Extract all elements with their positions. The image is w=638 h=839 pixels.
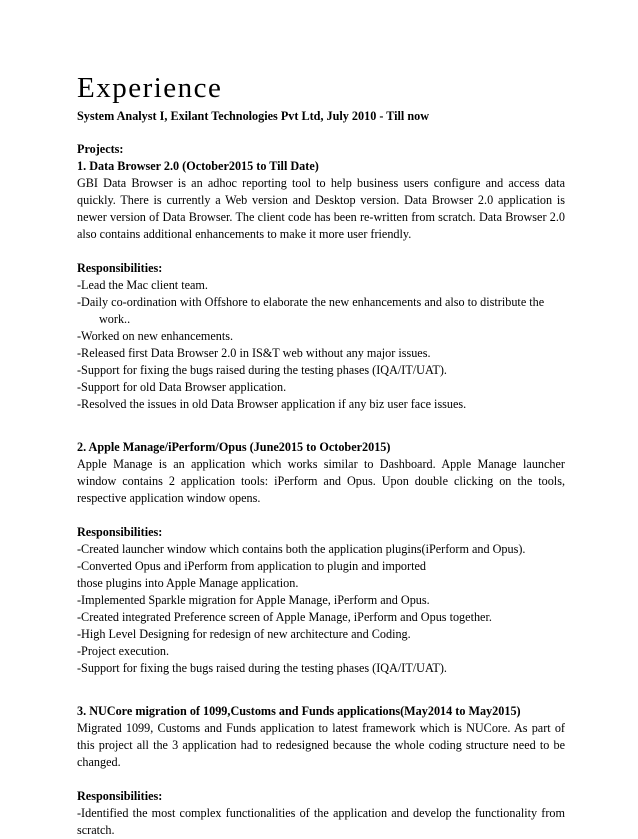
- responsibility-item: -Lead the Mac client team.: [77, 278, 208, 292]
- project-description: Apple Manage is an application which works similar to Dashboard. Apple Manage launcher window contains 2 application tools: iPerform and Opus. Upon double clicking on the tools, respective application window opens.: [77, 457, 565, 505]
- responsibility-item: -Created integrated Preference screen of Apple Manage, iPerform and Opus together.: [77, 610, 492, 624]
- project-description: Migrated 1099, Customs and Funds application to latest framework which is NUCore. As part of this project all the 3 application had to redesigned because the whole coding structure need to be changed.: [77, 721, 565, 769]
- project-title: 1. Data Browser 2.0 (October2015 to Till Date): [77, 159, 319, 173]
- project-1: [77, 158, 565, 413]
- responsibility-item: [77, 294, 565, 328]
- project-2: [77, 439, 565, 677]
- project-title: 2. Apple Manage/iPerform/Opus (June2015 to October2015): [77, 440, 391, 454]
- responsibility-item: -Identified the most complex functionalities of the application and develop the functionality from scratch.: [77, 806, 565, 837]
- responsibility-item: -High Level Designing for redesign of new architecture and Coding.: [77, 627, 411, 641]
- responsibilities-list: [77, 277, 565, 413]
- responsibilities-label: Responsibilities:: [77, 789, 163, 803]
- responsibility-text: -Daily co-ordination with Offshore to elaborate the new enhancements and also to distribute the: [77, 295, 545, 309]
- responsibility-item: -Support for fixing the bugs raised during the testing phases (IQA/IT/UAT).: [77, 661, 447, 675]
- responsibility-item: -Released first Data Browser 2.0 in IS&T web without any major issues.: [77, 346, 431, 360]
- responsibilities-list: [77, 541, 565, 677]
- responsibilities-list: [77, 805, 565, 839]
- projects-label: Projects:: [77, 142, 124, 156]
- responsibilities-label: Responsibilities:: [77, 261, 163, 275]
- responsibility-item: -Converted Opus and iPerform from application to plugin and imported: [77, 559, 426, 573]
- section-heading: Experience: [77, 72, 223, 104]
- responsibility-item: those plugins into Apple Manage application.: [77, 576, 299, 590]
- responsibility-item: -Created launcher window which contains both the application plugins(iPerform and Opus).: [77, 542, 526, 556]
- responsibility-item: -Implemented Sparkle migration for Apple Manage, iPerform and Opus.: [77, 593, 430, 607]
- responsibilities-label: Responsibilities:: [77, 525, 163, 539]
- job-title: System Analyst I, Exilant Technologies Pvt Ltd, July 2010 - Till now: [77, 109, 430, 123]
- project-title: 3. NUCore migration of 1099,Customs and Funds applications(May2014 to May2015): [77, 704, 521, 718]
- responsibility-item: -Resolved the issues in old Data Browser application if any biz user face issues.: [77, 397, 467, 411]
- responsibility-item: -Support for fixing the bugs raised during the testing phases (IQA/IT/UAT).: [77, 363, 447, 377]
- responsibility-item: -Support for old Data Browser application.: [77, 380, 287, 394]
- responsibility-item: -Project execution.: [77, 644, 170, 658]
- responsibility-item: -Worked on new enhancements.: [77, 329, 234, 343]
- responsibility-continuation: work..: [99, 312, 131, 326]
- project-description: GBI Data Browser is an adhoc reporting tool to help business users configure and access data quickly. There is currently a Web version and Desktop version. Data Browser 2.0 application is newer version of Data Browser. The client code has been re-written from scratch. Data Browser 2.0 also contains additional enhancements to make it more user friendly.: [77, 176, 565, 241]
- resume-page: [77, 70, 565, 839]
- project-3: [77, 703, 565, 839]
